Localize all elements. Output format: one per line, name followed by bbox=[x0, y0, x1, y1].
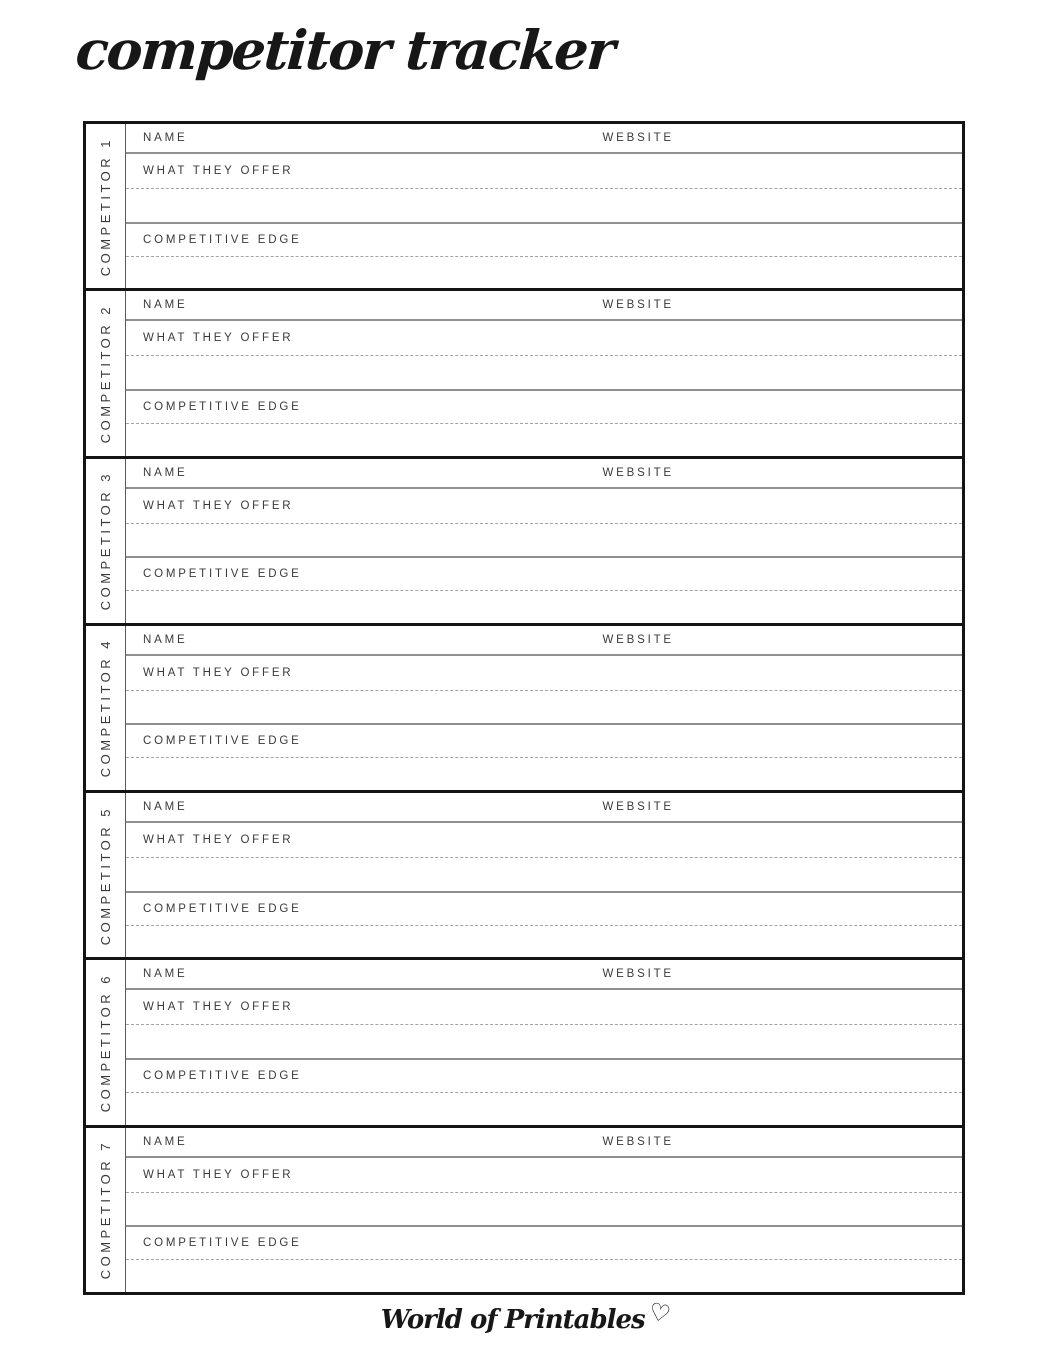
offer-section bbox=[126, 154, 962, 222]
offer-section bbox=[126, 990, 962, 1058]
offer-label-row bbox=[126, 321, 962, 356]
competitor-3-fields bbox=[126, 459, 962, 623]
competitor-3-label-column bbox=[86, 459, 126, 623]
offer-field-label: WHAT THEY OFFER bbox=[143, 165, 294, 177]
edge-write-area bbox=[126, 926, 962, 958]
offer-label-row bbox=[126, 1158, 962, 1193]
name-website-row bbox=[126, 291, 962, 321]
competitor-5-fields bbox=[126, 793, 962, 957]
edge-write-area bbox=[126, 758, 962, 790]
website-field-label: WEBSITE bbox=[602, 1135, 674, 1148]
edge-field-label: COMPETITIVE EDGE bbox=[143, 1070, 302, 1082]
competitor-block-7 bbox=[86, 1125, 962, 1292]
name-website-row bbox=[126, 124, 962, 154]
name-website-row bbox=[126, 960, 962, 990]
heart-icon: ♡ bbox=[645, 1296, 673, 1329]
name-field-label: NAME bbox=[143, 132, 188, 144]
offer-field-label: WHAT THEY OFFER bbox=[143, 332, 294, 345]
competitor-5-label: COMPETITOR 5 bbox=[98, 805, 113, 945]
edge-label-row bbox=[126, 725, 962, 758]
competitor-5-label-column bbox=[86, 793, 126, 957]
edge-field-label: COMPETITIVE EDGE bbox=[143, 1237, 302, 1250]
competitor-7-fields bbox=[126, 1128, 962, 1292]
edge-section bbox=[126, 1058, 962, 1125]
edge-label-row bbox=[126, 558, 962, 591]
website-field-label: WEBSITE bbox=[602, 633, 674, 646]
competitor-block-3 bbox=[86, 456, 962, 623]
offer-section bbox=[126, 489, 962, 557]
edge-write-area bbox=[126, 257, 962, 289]
offer-write-area bbox=[126, 356, 962, 389]
name-website-row bbox=[126, 626, 962, 656]
name-website-row bbox=[126, 793, 962, 823]
competitor-3-label: COMPETITOR 3 bbox=[98, 471, 113, 611]
name-field-label: NAME bbox=[143, 968, 188, 981]
competitor-block-6 bbox=[86, 957, 962, 1124]
offer-write-area bbox=[126, 858, 962, 891]
offer-section bbox=[126, 823, 962, 891]
offer-field-label: WHAT THEY OFFER bbox=[143, 499, 294, 512]
edge-label-row bbox=[126, 1060, 962, 1093]
competitor-block-4 bbox=[86, 623, 962, 790]
edge-label-row bbox=[126, 224, 962, 257]
offer-field-label: WHAT THEY OFFER bbox=[143, 1001, 294, 1014]
competitor-4-fields bbox=[126, 626, 962, 790]
edge-write-area bbox=[126, 424, 962, 456]
name-field-label: NAME bbox=[143, 1135, 188, 1148]
website-field-label: WEBSITE bbox=[602, 968, 674, 981]
edge-write-area bbox=[126, 1093, 962, 1125]
competitor-6-label-column bbox=[86, 960, 126, 1124]
edge-field-label: COMPETITIVE EDGE bbox=[143, 233, 302, 246]
edge-section bbox=[126, 723, 962, 790]
competitor-1-label-column bbox=[86, 124, 126, 288]
offer-label-row bbox=[126, 823, 962, 858]
edge-write-area bbox=[126, 591, 962, 623]
offer-section bbox=[126, 656, 962, 724]
offer-write-area bbox=[126, 691, 962, 724]
competitor-tracker-table bbox=[83, 121, 965, 1295]
competitor-block-2 bbox=[86, 288, 962, 455]
offer-field-label: WHAT THEY OFFER bbox=[143, 1168, 294, 1181]
offer-label-row bbox=[126, 656, 962, 691]
name-field-label: NAME bbox=[143, 633, 188, 646]
name-website-row bbox=[126, 1128, 962, 1158]
offer-label-row bbox=[126, 154, 962, 189]
edge-label-row bbox=[126, 893, 962, 926]
website-field-label: WEBSITE bbox=[602, 132, 674, 144]
competitor-7-label-column bbox=[86, 1128, 126, 1292]
page-title: competitor tracker bbox=[73, 18, 616, 82]
edge-field-label: COMPETITIVE EDGE bbox=[143, 568, 302, 581]
offer-section bbox=[126, 321, 962, 389]
edge-label-row bbox=[126, 1227, 962, 1260]
offer-field-label: WHAT THEY OFFER bbox=[143, 834, 294, 847]
website-field-label: WEBSITE bbox=[602, 801, 674, 814]
offer-field-label: WHAT THEY OFFER bbox=[143, 666, 294, 679]
offer-write-area bbox=[126, 524, 962, 557]
name-website-row bbox=[126, 459, 962, 489]
edge-section bbox=[126, 891, 962, 958]
offer-label-row bbox=[126, 489, 962, 524]
competitor-4-label-column bbox=[86, 626, 126, 790]
competitor-6-label: COMPETITOR 6 bbox=[98, 972, 113, 1113]
offer-write-area bbox=[126, 1025, 962, 1058]
footer-brand-text: World of Printables bbox=[380, 1305, 645, 1335]
competitor-1-label: COMPETITOR 1 bbox=[98, 136, 113, 276]
competitor-2-label: COMPETITOR 2 bbox=[98, 303, 113, 444]
offer-label-row bbox=[126, 990, 962, 1025]
edge-section bbox=[126, 1225, 962, 1292]
edge-field-label: COMPETITIVE EDGE bbox=[143, 735, 302, 748]
edge-write-area bbox=[126, 1260, 962, 1292]
offer-section bbox=[126, 1158, 962, 1226]
competitor-1-fields bbox=[126, 124, 962, 288]
edge-section bbox=[126, 222, 962, 289]
competitor-2-label-column bbox=[86, 291, 126, 455]
offer-write-area bbox=[126, 1193, 962, 1226]
competitor-6-fields bbox=[126, 960, 962, 1124]
competitor-4-label: COMPETITOR 4 bbox=[98, 638, 113, 778]
edge-section bbox=[126, 556, 962, 623]
competitor-2-fields bbox=[126, 291, 962, 455]
website-field-label: WEBSITE bbox=[602, 466, 674, 479]
competitor-7-label: COMPETITOR 7 bbox=[98, 1140, 113, 1280]
edge-field-label: COMPETITIVE EDGE bbox=[143, 902, 302, 915]
name-field-label: NAME bbox=[143, 801, 188, 814]
website-field-label: WEBSITE bbox=[602, 299, 674, 312]
edge-field-label: COMPETITIVE EDGE bbox=[143, 400, 302, 413]
offer-write-area bbox=[126, 189, 962, 222]
footer-brand bbox=[0, 1296, 1050, 1335]
edge-section bbox=[126, 389, 962, 456]
competitor-block-1 bbox=[86, 124, 962, 288]
name-field-label: NAME bbox=[143, 466, 188, 479]
competitor-block-5 bbox=[86, 790, 962, 957]
name-field-label: NAME bbox=[143, 299, 188, 312]
edge-label-row bbox=[126, 391, 962, 424]
